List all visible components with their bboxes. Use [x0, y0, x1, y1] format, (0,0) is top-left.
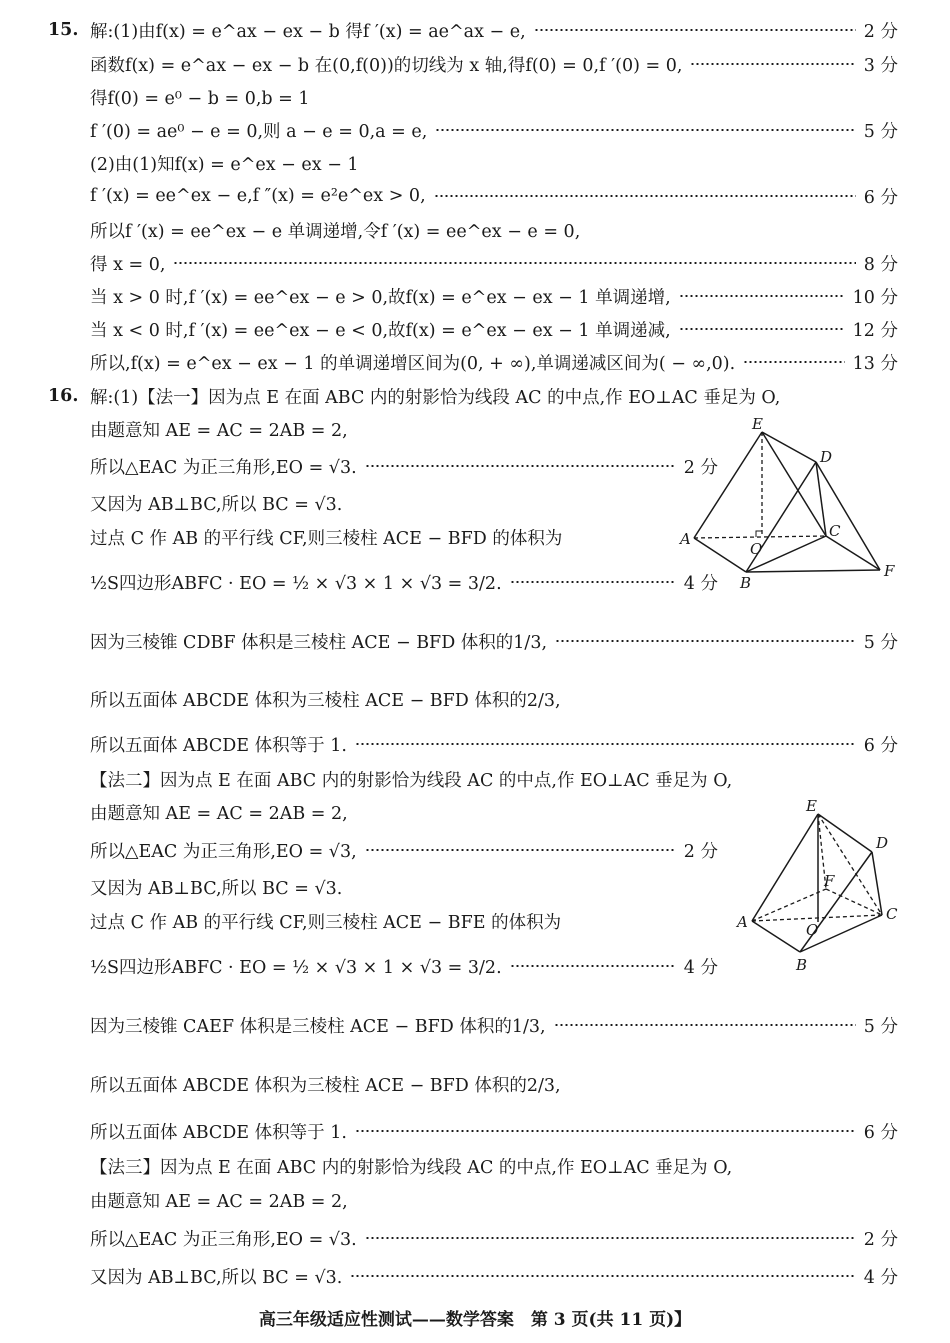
q16-line-16 — [90, 1070, 898, 1098]
score: 2 分 — [863, 21, 898, 42]
edge-AC-hidden — [694, 536, 826, 538]
line-text: 所以△EAC 为正三角形,EO = √3. — [90, 457, 357, 478]
edge-CF — [826, 536, 880, 570]
score: 6 分 — [863, 187, 898, 208]
q16-line-13 — [90, 907, 718, 935]
line-text: ½S四边形ABFC · EO = ½ × √3 × 1 × √3 = 3/2. — [90, 573, 502, 594]
score: 2 分 — [683, 841, 718, 862]
q16-line-2 — [90, 452, 718, 480]
line-text: f ′(x) = ee^ex − e,f ″(x) = e²e^ex > 0, — [90, 186, 426, 206]
q15-line-4 — [90, 149, 898, 177]
line-text: 因为三棱锥 CAEF 体积是三棱柱 ACE − BFD 体积的1/3, — [90, 1016, 546, 1037]
line-text: 由题意知 AE = AC = 2AB = 2, — [90, 420, 348, 441]
q15-line-9 — [90, 315, 898, 343]
line-text: 所以f ′(x) = ee^ex − e 单调递增,令f ′(x) = ee^ex − e = 0, — [90, 221, 581, 242]
right-angle-mark — [756, 531, 762, 537]
q16-line-7 — [90, 685, 898, 713]
line-text: 由题意知 AE = AC = 2AB = 2, — [90, 803, 348, 824]
score: 6 分 — [863, 735, 898, 756]
score: 4 分 — [863, 1267, 898, 1288]
edge-AB — [752, 921, 800, 952]
q16-line-18 — [90, 1152, 898, 1180]
q16-line-3 — [90, 489, 718, 517]
score: 8 分 — [863, 254, 898, 275]
q16-line-19 — [90, 1186, 898, 1214]
label-O: O — [750, 540, 763, 558]
dot-leader — [434, 195, 856, 197]
q16-number: 16. — [48, 386, 79, 406]
q16-line-1 — [90, 415, 718, 443]
edge-ED — [762, 432, 816, 462]
q15-line-3 — [90, 116, 898, 144]
score: 6 分 — [863, 1122, 898, 1143]
edge-EA — [694, 432, 762, 538]
page-footer — [0, 1302, 950, 1332]
label-B: B — [740, 574, 752, 592]
dot-leader — [435, 129, 856, 131]
q16-line-9 — [90, 765, 898, 793]
edge-DF — [816, 462, 880, 570]
line-text: 又因为 AB⊥BC,所以 BC = √3. — [90, 494, 343, 515]
label-F: F — [824, 872, 835, 890]
line-text: 又因为 AB⊥BC,所以 BC = √3. — [90, 1267, 343, 1288]
edge-EC-hidden — [818, 814, 882, 915]
line-text: 由题意知 AE = AC = 2AB = 2, — [90, 1191, 348, 1212]
q15-line-1 — [90, 50, 898, 78]
edge-FC-hidden — [826, 889, 882, 915]
label-D: D — [876, 834, 889, 852]
score: 12 分 — [852, 320, 898, 341]
line-text: 所以△EAC 为正三角形,EO = √3. — [90, 1229, 357, 1250]
score: 2 分 — [863, 1229, 898, 1250]
dot-leader — [173, 262, 855, 264]
dot-leader — [534, 29, 856, 31]
edge-EA — [752, 814, 818, 921]
line-text: 所以五面体 ABCDE 体积等于 1. — [90, 735, 347, 756]
dot-leader — [679, 328, 845, 330]
label-D: D — [820, 448, 833, 466]
dot-leader — [365, 465, 676, 467]
label-C: C — [829, 522, 841, 540]
q15-number: 15. — [48, 20, 79, 40]
q15-line-10 — [90, 348, 898, 376]
label-E: E — [806, 797, 817, 815]
line-text: f ′(0) = ae⁰ − e = 0,则 a − e = 0,a = e, — [90, 121, 428, 142]
line-text: 【法三】因为点 E 在面 ABC 内的射影恰为线段 AC 的中点,作 EO⊥AC 垂足为 O, — [90, 1157, 733, 1178]
dot-leader — [510, 581, 676, 583]
q15-line-0 — [48, 16, 898, 44]
line-text: 当 x > 0 时,f ′(x) = ee^ex − e > 0,故f(x) = e^ex − ex − 1 单调递增, — [90, 287, 671, 308]
dot-leader — [679, 295, 845, 297]
line-text: 过点 C 作 AB 的平行线 CF,则三棱柱 ACE − BFD 的体积为 — [90, 528, 563, 549]
q16-line-14 — [90, 952, 718, 980]
q16-line-5 — [90, 568, 718, 596]
dot-leader — [510, 965, 676, 967]
score: 5 分 — [863, 1016, 898, 1037]
edge-AB — [694, 538, 746, 572]
label-F: F — [884, 562, 895, 580]
q16-line-12 — [90, 873, 718, 901]
label-B: B — [796, 956, 808, 974]
q15-line-6 — [90, 216, 898, 244]
dot-leader — [365, 849, 676, 851]
dot-leader — [555, 640, 856, 642]
label-E: E — [752, 415, 763, 433]
edge-ED — [818, 814, 872, 852]
q16-line-15 — [90, 1011, 898, 1039]
score: 4 分 — [683, 957, 718, 978]
q15-line-8 — [90, 282, 898, 310]
score: 2 分 — [683, 457, 718, 478]
edge-DC — [816, 462, 826, 536]
line-text: 所以五面体 ABCDE 体积为三棱柱 ACE − BFD 体积的2/3, — [90, 690, 561, 711]
line-text: 所以,f(x) = e^ex − ex − 1 的单调递增区间为(0, + ∞),单调递减区间为( − ∞,0). — [90, 353, 736, 374]
dot-leader — [690, 63, 855, 65]
line-text: 所以△EAC 为正三角形,EO = √3, — [90, 841, 357, 862]
score: 5 分 — [863, 632, 898, 653]
score: 13 分 — [852, 353, 898, 374]
q16-line-6 — [90, 627, 898, 655]
label-A: A — [680, 530, 691, 548]
q16-line-11 — [90, 836, 718, 864]
figure-method-2 — [734, 794, 904, 976]
score: 10 分 — [852, 287, 898, 308]
edge-AF-hidden — [752, 889, 826, 921]
line-text: 又因为 AB⊥BC,所以 BC = √3. — [90, 878, 343, 899]
dot-leader — [355, 1130, 856, 1132]
q15-line-7 — [90, 249, 898, 277]
line-text: 解:(1)【法一】因为点 E 在面 ABC 内的射影恰为线段 AC 的中点,作 EO⊥AC 垂足为 O, — [90, 387, 781, 408]
label-C: C — [886, 905, 898, 923]
dot-leader — [554, 1024, 856, 1026]
prism-diagram-1 — [676, 414, 906, 592]
line-text: 因为三棱锥 CDBF 体积是三棱柱 ACE − BFD 体积的1/3, — [90, 632, 548, 653]
q16-line-20 — [90, 1224, 898, 1252]
line-text: 解:(1)由f(x) = e^ax − ex − b 得f ′(x) = ae^ax − e, — [90, 21, 526, 42]
line-text: 所以五面体 ABCDE 体积为三棱柱 ACE − BFD 体积的2/3, — [90, 1075, 561, 1096]
q15-line-2 — [90, 83, 898, 111]
dot-leader — [365, 1237, 856, 1239]
line-text: 函数f(x) = e^ax − ex − b 在(0,f(0))的切线为 x 轴,得f(0) = 0,f ′(0) = 0, — [90, 55, 683, 76]
q16-line-0 — [48, 382, 898, 410]
edge-EC — [762, 432, 826, 536]
q16-line-4 — [90, 523, 718, 551]
score: 5 分 — [863, 121, 898, 142]
label-A: A — [737, 913, 748, 931]
line-text: 得 x = 0, — [90, 254, 166, 275]
q16-line-10 — [90, 798, 718, 826]
line-text: 【法二】因为点 E 在面 ABC 内的射影恰为线段 AC 的中点,作 EO⊥AC 垂足为 O, — [90, 770, 733, 791]
line-text: 当 x < 0 时,f ′(x) = ee^ex − e < 0,故f(x) = e^ex − ex − 1 单调递减, — [90, 320, 671, 341]
dot-leader — [355, 743, 856, 745]
q16-line-8 — [90, 730, 898, 758]
line-text: 所以五面体 ABCDE 体积等于 1. — [90, 1122, 347, 1143]
line-text: (2)由(1)知f(x) = e^ex − ex − 1 — [90, 154, 359, 175]
q16-line-17 — [90, 1117, 898, 1145]
edge-BF — [746, 570, 880, 572]
line-text: ½S四边形ABFC · EO = ½ × √3 × 1 × √3 = 3/2. — [90, 957, 502, 978]
q16-line-21 — [90, 1262, 898, 1290]
line-text: 得f(0) = e⁰ − b = 0,b = 1 — [90, 88, 310, 109]
line-text: 过点 C 作 AB 的平行线 CF,则三棱柱 ACE − BFE 的体积为 — [90, 912, 562, 933]
dot-leader — [350, 1275, 855, 1277]
q15-line-5 — [90, 182, 898, 210]
prism-diagram-2 — [734, 794, 904, 976]
score: 4 分 — [683, 573, 718, 594]
label-O: O — [806, 921, 819, 939]
dot-leader — [743, 361, 844, 363]
score: 3 分 — [863, 55, 898, 76]
edge-DC — [872, 852, 882, 915]
figure-method-1 — [676, 414, 906, 592]
footer-text: 高三年级适应性测试——数学答案 第 3 页(共 11 页)】 — [258, 1309, 692, 1330]
